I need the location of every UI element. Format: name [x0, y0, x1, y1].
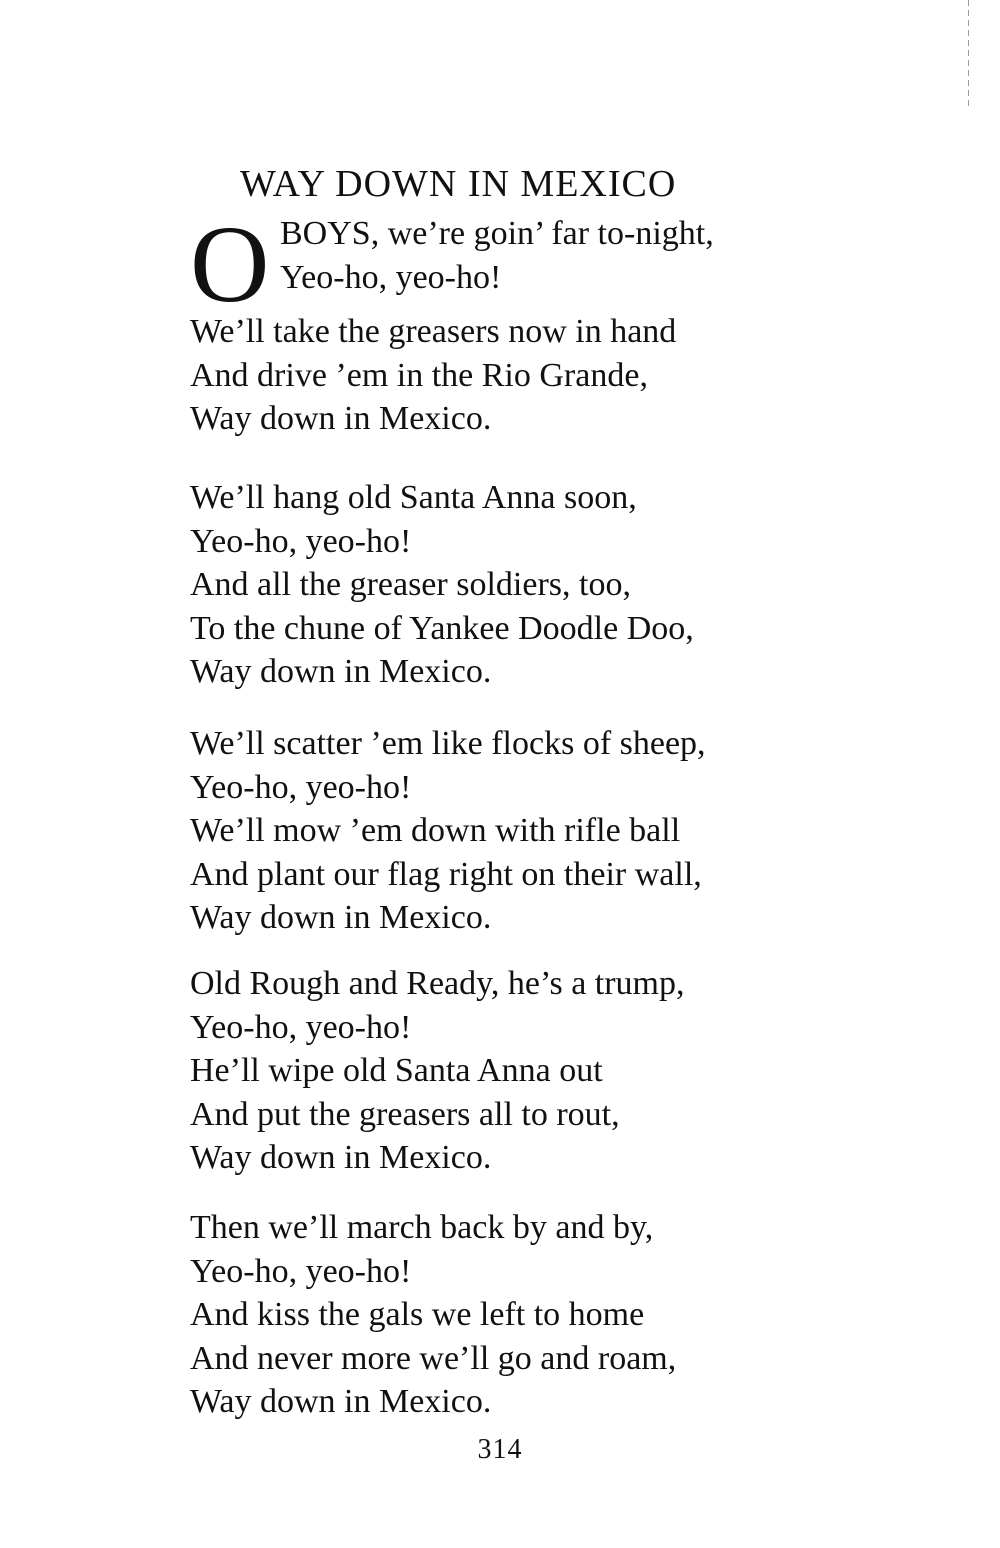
verse-line: To the chune of Yankee Doodle Doo, [190, 609, 694, 647]
poem-title: WAY DOWN IN MEXICO [240, 163, 677, 205]
verse-line: And all the greaser soldiers, too, [190, 566, 631, 603]
verse-line: And plant our flag right on their wall, [190, 855, 702, 893]
stanza-3 [190, 722, 830, 940]
verse-line: Way down in Mexico. [190, 899, 492, 936]
verse-line: BOYS, we’re goin’ far to-night, [280, 215, 714, 252]
verse-line: And never more we’ll go and roam, [190, 1339, 677, 1377]
verse-line: He’ll wipe old Santa Anna out [190, 1052, 603, 1089]
verse-line: And kiss the gals we left to home [190, 1296, 645, 1333]
verse-line: Yeo-ho, yeo-ho! [280, 258, 502, 296]
stanza-1 [190, 203, 830, 441]
page-edge-mark [968, 0, 969, 110]
page-number: 314 [477, 1434, 523, 1465]
stanza-5 [190, 1206, 830, 1424]
verse-line: Way down in Mexico. [190, 1383, 492, 1420]
verse-line: And put the greasers all to rout, [190, 1095, 620, 1133]
verse-line: Yeo-ho, yeo-ho! [190, 1008, 412, 1046]
verse-line: Then we’ll march back by and by, [190, 1209, 654, 1246]
verse-line: Yeo-ho, yeo-ho! [190, 768, 412, 806]
verse-line: We’ll hang old Santa Anna soon, [190, 479, 637, 516]
verse-line: We’ll take the greasers now in hand [190, 313, 677, 350]
verse-line: Yeo-ho, yeo-ho! [190, 522, 412, 560]
verse-line: Way down in Mexico. [190, 653, 492, 690]
stanza-2 [190, 476, 830, 694]
verse-line: Yeo-ho, yeo-ho! [190, 1252, 412, 1290]
drop-cap: O [190, 203, 270, 325]
verse-line: Way down in Mexico. [190, 400, 492, 437]
verse-line: And drive ’em in the Rio Grande, [190, 356, 648, 394]
verse-line: We’ll scatter ’em like flocks of sheep, [190, 725, 706, 762]
verse-line: Old Rough and Ready, he’s a trump, [190, 965, 685, 1002]
verse-line: We’ll mow ’em down with rifle ball [190, 812, 681, 849]
stanza-4 [190, 962, 830, 1180]
verse-line: Way down in Mexico. [190, 1139, 492, 1176]
